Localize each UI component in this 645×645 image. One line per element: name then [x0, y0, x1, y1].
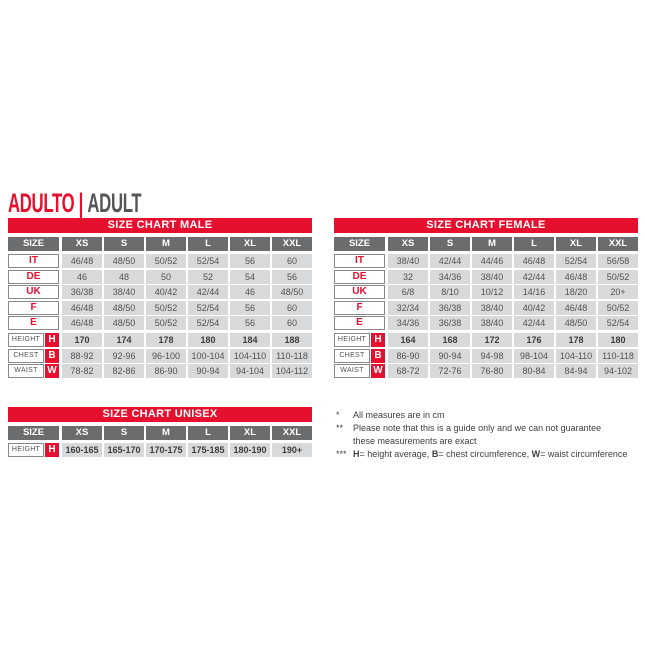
- measure-row-label: [8, 349, 59, 363]
- measure-value-cell: 94-98: [472, 349, 512, 363]
- measure-row: [8, 364, 312, 378]
- measure-value-cell: 165-170: [104, 443, 144, 457]
- measure-value-cell: 110-118: [598, 349, 638, 363]
- row-label: [334, 270, 385, 284]
- measure-value-cell: 190+: [272, 443, 312, 457]
- footnote: [336, 448, 644, 461]
- measure-label: CHEST: [8, 349, 44, 363]
- measure-values: [62, 364, 312, 378]
- row-label: [334, 254, 385, 268]
- measure-value-cell: 104-110: [230, 349, 270, 363]
- column-header: XS: [62, 426, 102, 440]
- size-header: [334, 237, 385, 251]
- measure-value-cell: 78-82: [62, 364, 102, 378]
- measure-value-cell: 94-102: [598, 364, 638, 378]
- footnote-marker: ***: [336, 449, 347, 459]
- size-value-cell: 36/38: [430, 316, 470, 330]
- measure-value-cell: 180: [188, 333, 228, 347]
- measure-letter: H: [45, 443, 59, 457]
- footnote-text: Please note that this is a guide only and we can not guarantee: [353, 423, 602, 433]
- size-value-cell: 60: [272, 301, 312, 315]
- footnote: [336, 409, 644, 422]
- column-header: XXL: [598, 237, 638, 251]
- measure-value-cell: 92-96: [104, 349, 144, 363]
- size-value-cell: 46/48: [556, 270, 596, 284]
- size-value-cell: 52/54: [188, 301, 228, 315]
- size-values: [62, 316, 312, 330]
- size-value-cell: 20+: [598, 285, 638, 299]
- size-value-cell: 56: [230, 301, 270, 315]
- column-header: XS: [388, 237, 428, 251]
- measure-value-cell: 96-100: [146, 349, 186, 363]
- column-header: XL: [556, 237, 596, 251]
- measure-label: WAIST: [8, 364, 44, 378]
- column-headers: [62, 426, 312, 440]
- measure-values: [62, 349, 312, 363]
- measure-row-label: [334, 333, 385, 347]
- measure-value-cell: 178: [556, 333, 596, 347]
- footnotes: [336, 409, 644, 461]
- size-value-cell: 52: [188, 270, 228, 284]
- size-row: [8, 270, 312, 284]
- size-value-cell: 18/20: [556, 285, 596, 299]
- measure-label: HEIGHT: [8, 333, 44, 347]
- column-header: XL: [230, 237, 270, 251]
- size-value-cell: 38/40: [472, 270, 512, 284]
- size-value-cell: 50/52: [146, 254, 186, 268]
- measure-letter: H: [45, 333, 59, 347]
- title-separator-bar: |: [78, 188, 84, 219]
- size-value-cell: 42/44: [430, 254, 470, 268]
- measure-label: WAIST: [334, 364, 370, 378]
- measure-row-label: [334, 364, 385, 378]
- measure-value-cell: 170: [62, 333, 102, 347]
- row-label: [334, 316, 385, 330]
- row-label: [334, 301, 385, 315]
- size-value-cell: 14/16: [514, 285, 554, 299]
- size-value-cell: 48/50: [104, 301, 144, 315]
- measure-value-cell: 180: [598, 333, 638, 347]
- size-row: [334, 270, 638, 284]
- measure-row: [8, 349, 312, 363]
- size-value-cell: 60: [272, 254, 312, 268]
- measure-value-cell: 164: [388, 333, 428, 347]
- column-header: L: [188, 237, 228, 251]
- size-row: [8, 285, 312, 299]
- size-value-cell: 38/40: [388, 254, 428, 268]
- measure-value-cell: 104-112: [272, 364, 312, 378]
- measure-value-cell: 72-76: [430, 364, 470, 378]
- table-title-bar: SIZE CHART FEMALE: [334, 218, 638, 233]
- size-value-cell: 50: [146, 270, 186, 284]
- region-label: DE: [334, 270, 385, 284]
- measure-value-cell: 184: [230, 333, 270, 347]
- measure-row-label: [8, 333, 59, 347]
- measure-value-cell: 68-72: [388, 364, 428, 378]
- footnote-text: H= height average, B= chest circumference, W= waist circumference: [353, 449, 628, 459]
- size-value-cell: 42/44: [514, 270, 554, 284]
- size-row: [334, 301, 638, 315]
- footnote-text: All measures are in cm: [353, 410, 445, 420]
- column-header: S: [430, 237, 470, 251]
- measure-value-cell: 110-118: [272, 349, 312, 363]
- size-value-cell: 46/48: [514, 254, 554, 268]
- region-label: E: [334, 316, 385, 330]
- measure-letter: W: [371, 364, 385, 378]
- region-label: IT: [8, 254, 59, 268]
- size-value-cell: 46/48: [62, 316, 102, 330]
- size-value-cell: 32: [388, 270, 428, 284]
- region-label: E: [8, 316, 59, 330]
- measure-row-label: [334, 349, 385, 363]
- region-label: UK: [8, 285, 59, 299]
- measure-value-cell: 188: [272, 333, 312, 347]
- size-value-cell: 46/48: [556, 301, 596, 315]
- header-row: [8, 237, 312, 251]
- size-value-cell: 40/42: [514, 301, 554, 315]
- size-value-cell: 50/52: [598, 270, 638, 284]
- size-value-cell: 48/50: [272, 285, 312, 299]
- size-values: [388, 254, 638, 268]
- size-value-cell: 56: [272, 270, 312, 284]
- region-label: F: [8, 301, 59, 315]
- size-value-cell: 60: [272, 316, 312, 330]
- measure-values: [388, 349, 638, 363]
- measure-value-cell: 174: [104, 333, 144, 347]
- size-value-cell: 54: [230, 270, 270, 284]
- measure-value-cell: 180-190: [230, 443, 270, 457]
- footnote-marker: *: [336, 410, 340, 420]
- table-title-bar: SIZE CHART UNISEX: [8, 407, 312, 422]
- measure-letter: W: [45, 364, 59, 378]
- size-value-cell: 10/12: [472, 285, 512, 299]
- size-row: [334, 285, 638, 299]
- size-value-cell: 40/42: [146, 285, 186, 299]
- footnote-marker: [336, 435, 353, 448]
- size-value-cell: 36/38: [62, 285, 102, 299]
- footnote-text: these measurements are exact: [353, 436, 477, 446]
- measure-value-cell: 90-94: [430, 349, 470, 363]
- size-value-cell: 38/40: [472, 301, 512, 315]
- size-value-cell: 42/44: [188, 285, 228, 299]
- size-header: [8, 237, 59, 251]
- column-header: XS: [62, 237, 102, 251]
- size-value-cell: 38/40: [104, 285, 144, 299]
- column-headers: [62, 237, 312, 251]
- measure-label: HEIGHT: [8, 443, 44, 457]
- measure-value-cell: 82-86: [104, 364, 144, 378]
- column-header: S: [104, 426, 144, 440]
- size-value-cell: 44/46: [472, 254, 512, 268]
- measure-value-cell: 176: [514, 333, 554, 347]
- size-values: [388, 301, 638, 315]
- column-header: M: [146, 426, 186, 440]
- measure-value-cell: 84-94: [556, 364, 596, 378]
- measure-letter: B: [371, 349, 385, 363]
- size-values: [62, 301, 312, 315]
- title-adulto: ADULTO: [8, 188, 75, 219]
- size-value-cell: 48/50: [556, 316, 596, 330]
- size-values: [388, 316, 638, 330]
- measure-row: [334, 364, 638, 378]
- measure-value-cell: 90-94: [188, 364, 228, 378]
- size-row: [334, 254, 638, 268]
- measure-value-cell: 80-84: [514, 364, 554, 378]
- column-header: XXL: [272, 237, 312, 251]
- measure-values: [62, 333, 312, 347]
- measure-value-cell: 94-104: [230, 364, 270, 378]
- region-label: F: [334, 301, 385, 315]
- size-value-cell: 38/40: [472, 316, 512, 330]
- size-value-cell: 52/54: [188, 316, 228, 330]
- size-values: [388, 285, 638, 299]
- size-value-cell: 52/54: [598, 316, 638, 330]
- column-header: L: [514, 237, 554, 251]
- measure-value-cell: 76-80: [472, 364, 512, 378]
- size-value-cell: 34/36: [388, 316, 428, 330]
- column-header: XXL: [272, 426, 312, 440]
- column-header: L: [188, 426, 228, 440]
- column-header: M: [472, 237, 512, 251]
- size-value-cell: 52/54: [556, 254, 596, 268]
- size-row: [8, 254, 312, 268]
- row-label: [8, 316, 59, 330]
- measure-value-cell: 175-185: [188, 443, 228, 457]
- size-header-cell: SIZE: [334, 237, 385, 251]
- size-header: [8, 426, 59, 440]
- measure-label: HEIGHT: [334, 333, 370, 347]
- table-title-bar: SIZE CHART MALE: [8, 218, 312, 233]
- measure-values: [388, 333, 638, 347]
- measure-value-cell: 178: [146, 333, 186, 347]
- region-label: UK: [334, 285, 385, 299]
- size-value-cell: 6/8: [388, 285, 428, 299]
- title-adult: ADULT: [87, 188, 142, 219]
- region-label: DE: [8, 270, 59, 284]
- measure-row: [334, 349, 638, 363]
- column-header: XL: [230, 426, 270, 440]
- measure-value-cell: 86-90: [388, 349, 428, 363]
- size-value-cell: 8/10: [430, 285, 470, 299]
- measure-value-cell: 98-104: [514, 349, 554, 363]
- size-value-cell: 48/50: [104, 316, 144, 330]
- measure-letter: B: [45, 349, 59, 363]
- size-value-cell: 52/54: [188, 254, 228, 268]
- size-value-cell: 46/48: [62, 254, 102, 268]
- size-value-cell: 46: [62, 270, 102, 284]
- measure-row-label: [8, 443, 59, 457]
- size-values: [62, 254, 312, 268]
- size-values: [388, 270, 638, 284]
- region-label: IT: [334, 254, 385, 268]
- measure-row: [8, 443, 312, 457]
- measure-value-cell: 172: [472, 333, 512, 347]
- size-value-cell: 48/50: [104, 254, 144, 268]
- size-value-cell: 50/52: [598, 301, 638, 315]
- size-value-cell: 48: [104, 270, 144, 284]
- size-row: [8, 301, 312, 315]
- page-title: [8, 188, 142, 219]
- footnote: [336, 435, 644, 448]
- measure-value-cell: 160-165: [62, 443, 102, 457]
- measure-value-cell: 104-110: [556, 349, 596, 363]
- measure-row: [334, 333, 638, 347]
- measure-letter: H: [371, 333, 385, 347]
- row-label: [8, 270, 59, 284]
- column-header: M: [146, 237, 186, 251]
- measure-value-cell: 88-92: [62, 349, 102, 363]
- measure-values: [62, 443, 312, 457]
- measure-value-cell: 170-175: [146, 443, 186, 457]
- size-value-cell: 56: [230, 254, 270, 268]
- measure-row-label: [8, 364, 59, 378]
- size-header-cell: SIZE: [8, 426, 59, 440]
- size-value-cell: 34/36: [430, 270, 470, 284]
- size-table-unisex: [8, 407, 312, 459]
- measure-value-cell: 100-104: [188, 349, 228, 363]
- size-values: [62, 285, 312, 299]
- row-label: [8, 254, 59, 268]
- size-value-cell: 56/58: [598, 254, 638, 268]
- header-row: [8, 426, 312, 440]
- size-table-male: [8, 218, 312, 380]
- header-row: [334, 237, 638, 251]
- size-value-cell: 36/38: [430, 301, 470, 315]
- measure-value-cell: 86-90: [146, 364, 186, 378]
- column-header: S: [104, 237, 144, 251]
- row-label: [8, 301, 59, 315]
- size-value-cell: 50/52: [146, 316, 186, 330]
- size-row: [334, 316, 638, 330]
- size-table-female: [334, 218, 638, 380]
- size-value-cell: 56: [230, 316, 270, 330]
- footnote-marker: **: [336, 423, 344, 433]
- size-header-cell: SIZE: [8, 237, 59, 251]
- row-label: [334, 285, 385, 299]
- size-row: [8, 316, 312, 330]
- size-value-cell: 46: [230, 285, 270, 299]
- column-headers: [388, 237, 638, 251]
- size-value-cell: 50/52: [146, 301, 186, 315]
- row-label: [8, 285, 59, 299]
- size-value-cell: 32/34: [388, 301, 428, 315]
- measure-label: CHEST: [334, 349, 370, 363]
- size-value-cell: 42/44: [514, 316, 554, 330]
- size-values: [62, 270, 312, 284]
- footnote: [336, 422, 644, 435]
- measure-value-cell: 168: [430, 333, 470, 347]
- size-value-cell: 46/48: [62, 301, 102, 315]
- measure-row: [8, 333, 312, 347]
- measure-values: [388, 364, 638, 378]
